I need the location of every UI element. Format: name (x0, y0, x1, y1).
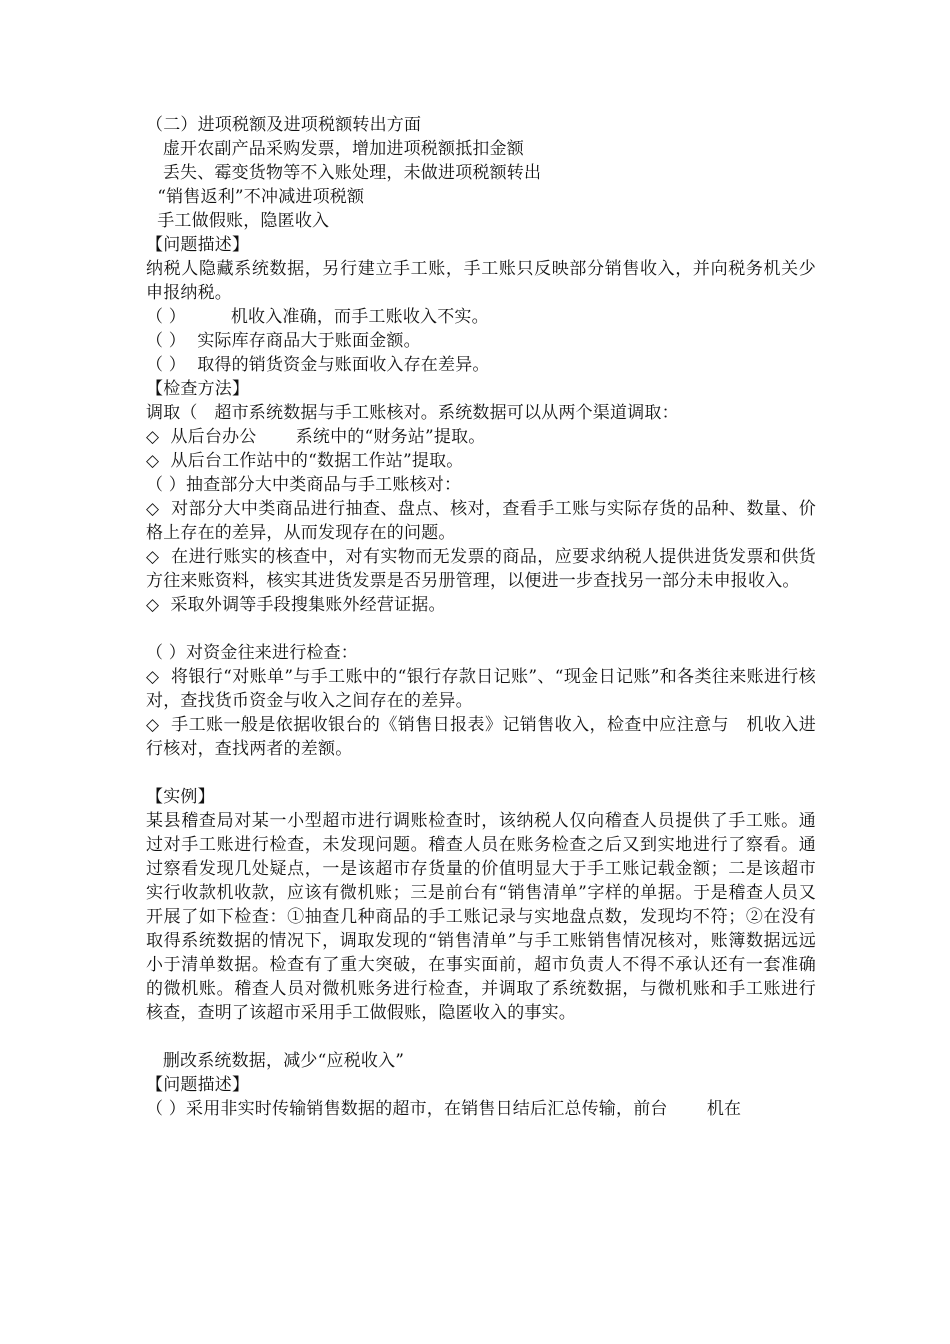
example-text: 某县稽查局对某一小型超市进行调账检查时，该纳税人仅向稽查人员提供了手工账。通过对手工账进行检查，未发现问题。稽查人员在账务检查之后又到实地进行了察看。通过察看发现几处疑点，一是该超市存货量的价值明显大于手工账记载金额；二是该超市实行收款机收款，应该有微机账；三是前台有“销售清单”字样的单据。于是稽查人员又开展了如下检查：①抽查几种商品的手工账记录与实地盘点数，发现均不符；②在没有取得系统数据的情况下，调取发现的“销售清单”与手工账销售情况核对，账簿数据远远小于清单数据。检查有了重大突破，在事实面前，超市负责人不得不承认还有一套准确的微机账。稽查人员对微机账务进行检查，并调取了系统数据，与微机账和手工账进行核查，查明了该超市采用手工做假账，隐匿收入的事实。 (146, 811, 816, 1023)
list-item: （ ） 实际库存商品大于账面金额。 (146, 331, 421, 351)
method-paragraph: ◇ 对部分大中类商品进行抽查、盘点、核对，查看手工账与实际存货的品种、数量、价格上存在的差异，从而发现存在的问题。 (146, 499, 816, 543)
section-heading-system-data: 删改系统数据，减少“应税收入” (146, 1051, 405, 1071)
list-item: ◇ 从后台工作站中的“数据工作站”提取。 (146, 451, 464, 471)
problem-description-text: （ ）采用非实时传输销售数据的超市，在销售日结后汇总传输，前台 机在 (146, 1099, 742, 1119)
problem-description-heading: 【问题描述】 (146, 1075, 250, 1095)
list-item: （ ） 机收入准确，而手工账收入不实。 (146, 307, 489, 327)
document-body (146, 113, 816, 1121)
blank-line (146, 761, 816, 785)
funds-paragraph: ◇ 将银行“对账单”与手工账中的“银行存款日记账”、“现金日记账”和各类往来账进行核对，查找货币资金与收入之间存在的差异。 (146, 667, 816, 711)
list-item: （ ）抽查部分大中类商品与手工账核对： (146, 475, 462, 495)
blank-line (146, 1025, 816, 1049)
list-item: 虚开农副产品采购发票，增加进项税额抵扣金额 (146, 139, 525, 159)
list-item: “销售返利”不冲减进项税额 (146, 187, 365, 207)
section-heading-input-tax: （二）进项税额及进项税额转出方面 (146, 115, 422, 135)
problem-description-text: 纳税人隐藏系统数据，另行建立手工账，手工账只反映部分销售收入，并向税务机关少申报纳税。 (146, 259, 816, 303)
list-item: 丢失、霉变货物等不入账处理，未做进项税额转出 (146, 163, 542, 183)
list-item: （ ） 取得的销货资金与账面收入存在差异。 (146, 355, 490, 375)
list-item: ◇ 采取外调等手段搜集账外经营证据。 (146, 595, 446, 615)
list-item: ◇ 从后台办公 系统中的“财务站”提取。 (146, 427, 486, 447)
method-intro: 调取（ 超市系统数据与手工账核对。系统数据可以从两个渠道调取： (146, 403, 679, 423)
example-heading: 【实例】 (146, 787, 215, 807)
problem-description-heading: 【问题描述】 (146, 235, 250, 255)
list-item: 手工做假账，隐匿收入 (146, 211, 330, 231)
method-paragraph: ◇ 在进行账实的核查中，对有实物而无发票的商品，应要求纳税人提供进货发票和供货方往来账资料，核实其进货发票是否另册管理，以便进一步查找另一部分未申报收入。 (146, 547, 816, 591)
inspection-method-heading: 【检查方法】 (146, 379, 250, 399)
funds-check-heading: （ ）对资金往来进行检查： (146, 643, 359, 663)
funds-paragraph: ◇ 手工账一般是依据收银台的《销售日报表》记销售收入，检查中应注意与 机收入进行核对，查找两者的差额。 (146, 715, 816, 759)
blank-line (146, 617, 816, 641)
